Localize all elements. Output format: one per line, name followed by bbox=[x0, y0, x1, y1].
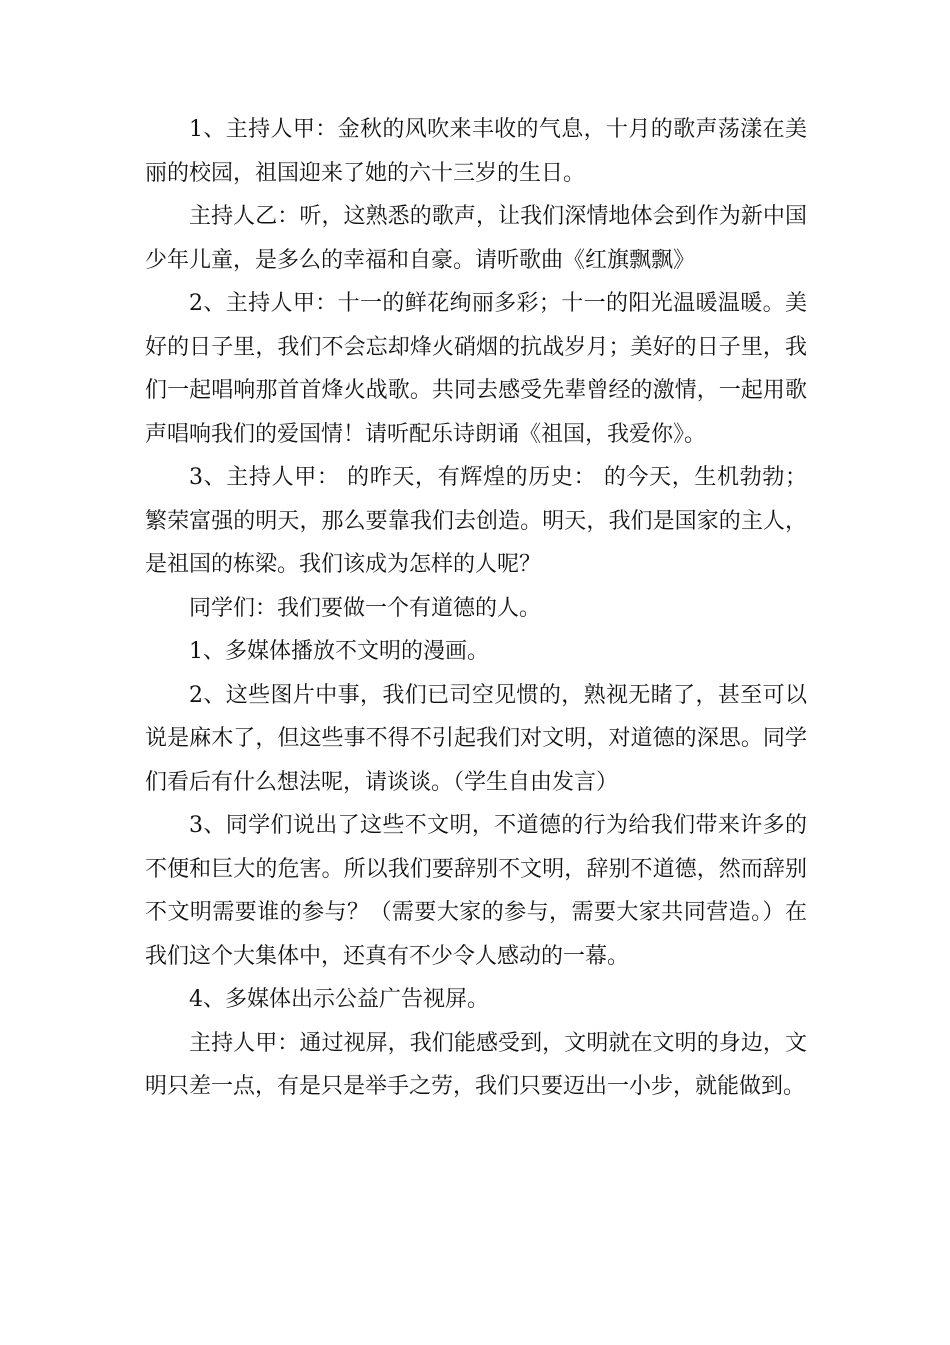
paragraph-host-a-closing: 主持人甲：通过视屏，我们能感受到，文明就在文明的身边，文明只差一点，有是只是举手之劳，我们只要迈出一小步，就能做到。 bbox=[145, 1030, 807, 1099]
paragraph-host-a-history: 3、主持人甲： 的昨天，有辉煌的历史： 的今天，生机勃勃；繁荣富强的明天，那么要靠我们去创造。明天，我们是国家的主人，是祖国的栋梁。我们该成为怎样的人呢？ bbox=[145, 465, 807, 577]
paragraph-host-b-song: 主持人乙：听，这熟悉的歌声，让我们深情地体会到作为新中国少年儿童，是多么的幸福和自豪。请听歌曲《红旗飘飘》 bbox=[145, 204, 807, 273]
paragraph-students: 同学们：我们要做一个有道德的人。 bbox=[189, 595, 542, 621]
paragraph-host-a-poem: 2、主持人甲：十一的鲜花绚丽多彩；十一的阳光温暖温暖。美好的日子里，我们不会忘却烽火硝烟的抗战岁月；美好的日子里，我们一起唱响那首首烽火战歌。共同去感受先辈曾经的激情，一起用歌声唱响我们的爱国情！请听配乐诗朗诵《祖国，我爱你》。 bbox=[145, 291, 807, 447]
document-body bbox=[145, 108, 807, 1109]
paragraph-public-ad: 4、多媒体出示公益广告视屏。 bbox=[189, 987, 489, 1012]
paragraph-farewell: 3、同学们说出了这些不文明，不道德的行为给我们带来许多的不便和巨大的危害。所以我们要辞别不文明，辞别不道德，然而辞别不文明需要谁的参与？（需要大家的参与，需要大家共同营造。）在我们这个大集体中，还真有不少令人感动的一幕。 bbox=[145, 813, 807, 969]
paragraph-host-a-opening: 1、主持人甲：金秋的风吹来丰收的气息，十月的歌声荡漾在美丽的校园，祖国迎来了她的六十三岁的生日。 bbox=[145, 117, 807, 186]
paragraph-comics: 1、多媒体播放不文明的漫画。 bbox=[189, 639, 489, 664]
paragraph-discussion: 2、这些图片中事，我们已司空见惯的，熟视无睹了，甚至可以说是麻木了，但这些事不得不引起我们对文明，对道德的深思。同学们看后有什么想法呢，请谈谈。（学生自由发言） bbox=[145, 682, 807, 795]
